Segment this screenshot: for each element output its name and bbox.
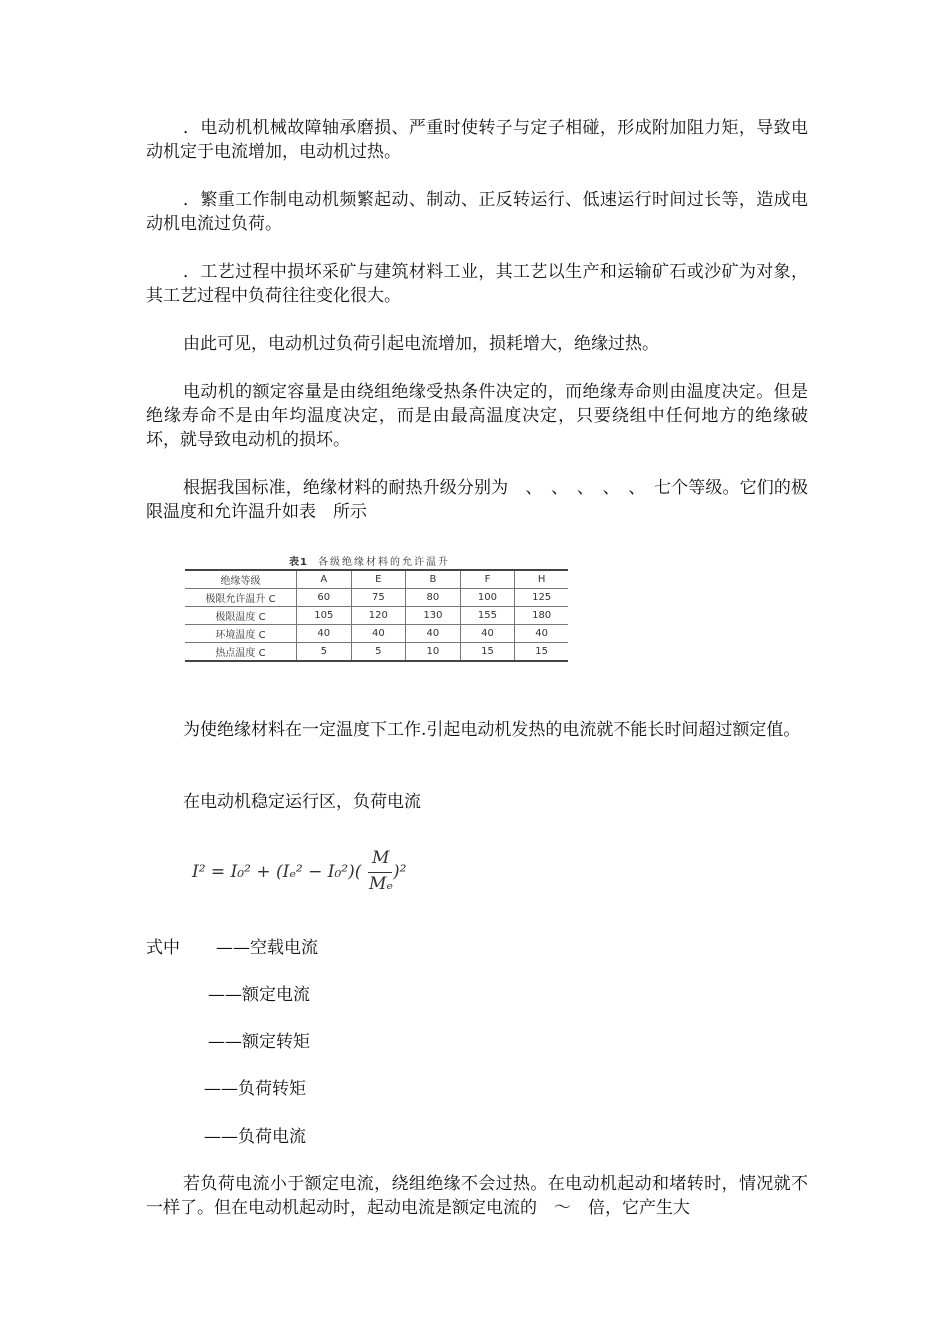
table-cell: 105 [297,607,352,625]
table-cell: 75 [351,589,406,607]
table-cell: 5 [297,643,352,662]
definition-rated-current: ——额定电流 [208,985,310,1005]
table-cell: 极限温度 C [185,607,297,625]
paragraph-starting-current: 若负荷电流小于额定电流，绕组绝缘不会过热。在电动机起动和堵转时，情况就不一样了。但在电动机起动时，起动电流是额定电流的 ～ 倍，它产生大 [146,1174,808,1218]
table-header-cell: A [297,570,352,589]
table-cell: 环境温度 C [185,625,297,643]
formula-fraction-bar [368,872,392,873]
table-cell: 5 [351,643,406,662]
paragraph-process-load: ．工艺过程中损坏采矿与建筑材料工业，其工艺以生产和运输矿石或沙矿为对象，其工艺过程中负荷往往变化很大。 [146,262,808,306]
table-cell: 极限允许温升 C [185,589,297,607]
table-cell: 130 [406,607,461,625]
table-cell: 180 [515,607,568,625]
table-header-cell: 绝缘等级 [185,570,297,589]
paragraph-insulation-classes: 根据我国标准，绝缘材料的耐热升级分别为 、 、 、 、 、 七个等级。它们的极限温度和允许温升如表 所示 [146,478,808,522]
definition-no-load-current: ——空载电流 [216,938,318,958]
table-header-cell: H [515,570,568,589]
paragraph-load-current: 在电动机稳定运行区，负荷电流 [183,792,421,812]
formula-numerator: M [372,848,390,868]
formula-exponent: )² [393,862,407,882]
table-header-cell: F [460,570,515,589]
table-row [185,625,568,643]
table-cell: 60 [297,589,352,607]
table-cell: 10 [406,643,461,662]
paragraph-mechanical-fault: ．电动机机械故障轴承磨损、严重时使转子与定子相碰，形成附加阻力矩，导致电动机定于电流增加，电动机过热。 [146,118,808,162]
table-cell: 80 [406,589,461,607]
definition-load-torque: ——负荷转矩 [204,1079,306,1099]
table-caption-title: 各级绝缘材料的允许温升 [317,557,450,568]
paragraph-heavy-duty: ．繁重工作制电动机频繁起动、制动、正反转运行、低速运行时间过长等，造成电动机电流过负荷。 [146,190,808,234]
insulation-table [185,569,568,662]
insulation-table-figure [185,553,568,662]
definitions-prefix: 式中 [146,938,180,958]
table-row [185,607,568,625]
table-cell: 40 [406,625,461,643]
table-row [185,589,568,607]
paragraph-rated-capacity: 电动机的额定容量是由绕组绝缘受热条件决定的，而绝缘寿命则由温度决定。但是绝缘寿命不是由年均温度决定，而是由最高温度决定，只要绕组中任何地方的绝缘破坏，就导致电动机的损坏。 [146,382,808,450]
table-cell: 15 [460,643,515,662]
table-cell: 热点温度 C [185,643,297,662]
table-caption [185,553,568,569]
table-cell: 100 [460,589,515,607]
table-cell: 40 [515,625,568,643]
table-cell: 155 [460,607,515,625]
definition-rated-torque: ——额定转矩 [208,1032,310,1052]
table-header-cell: E [351,570,406,589]
table-cell: 40 [297,625,352,643]
table-cell: 125 [515,589,568,607]
table-cell: 40 [351,625,406,643]
table-cell: 120 [351,607,406,625]
formula-denominator: Mₑ [369,874,393,894]
paragraph-rated-limit: 为使绝缘材料在一定温度下工作.引起电动机发热的电流就不能长时间超过额定值。 [183,720,801,740]
definition-load-current: ——负荷电流 [204,1127,306,1147]
table-header-cell: B [406,570,461,589]
formula-lhs: I² = I₀² + (Iₑ² − I₀²)( [192,862,362,882]
table-caption-label: 表1 [289,557,308,568]
table-cell: 40 [460,625,515,643]
table-header-row [185,570,568,589]
table-row [185,643,568,662]
table-cell: 15 [515,643,568,662]
paragraph-conclusion: 由此可见，电动机过负荷引起电流增加，损耗增大，绝缘过热。 [183,334,659,354]
